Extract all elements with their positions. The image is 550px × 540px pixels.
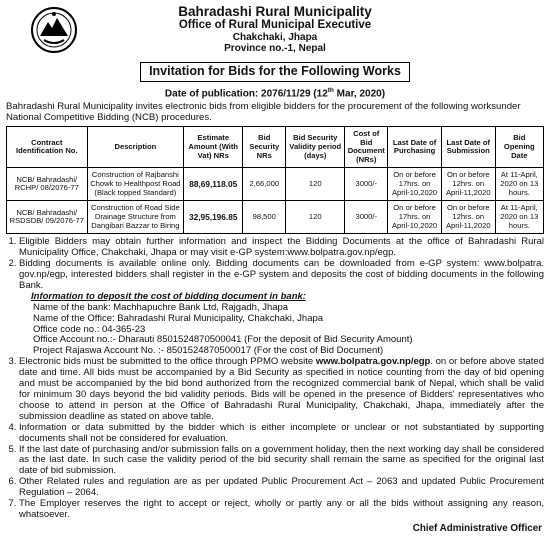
col-header: Contract Identification No. (7, 127, 88, 168)
office-address: Chakchaki, Jhapa (232, 32, 318, 43)
note-1: 1. Eligible Bidders may obtain further information and inspect the Bidding Documents at the office of Bahradashi Rural Municipality Office, Chakchaki, Jhapa or may visit e-GP system:www.bolpatra.gov.np/egp. (19, 237, 544, 259)
contract-id: NCB/ Bahradashi/ RSDSDB/ 09/2076-77 (7, 201, 88, 234)
publication-date (6, 85, 544, 100)
municipality-title: Bahradashi Rural Municipality (178, 4, 372, 19)
document-cost: 3000/- (345, 168, 388, 201)
col-header: Cost of Bid Document (NRs) (345, 127, 388, 168)
nepal-emblem-icon (30, 6, 78, 54)
last-purchase-date: On or before 17hrs. on April-10,2020 (388, 168, 442, 201)
col-header: Bid Security NRs (243, 127, 286, 168)
table-row (7, 201, 544, 234)
office-name: Office of Rural Municipal Executive (178, 19, 372, 31)
bid-security: 2,66,000 (243, 168, 286, 201)
note-7: 7. The Employer reserves the right to accept or reject, wholly or partly any or all the bids without assigning any reason, whatsoever. (19, 499, 544, 521)
note-3-pre: Electronic bids must be submitted to the office through PPMO website (19, 356, 316, 368)
last-submission-date: On or before 12hrs. on April-11,2020 (441, 168, 495, 201)
col-header: Last Date of Purchasing (388, 127, 442, 168)
notice-banner: Invitation for Bids for the Following Works (140, 62, 410, 82)
bank-name: Name of the bank: Machhapuchre Bank Ltd, Rajgadh, Jhapa (33, 301, 289, 313)
table-row (7, 168, 544, 201)
table-header-row (7, 127, 544, 168)
work-description: Construction of Rajbanshi Chowk to Healthpost Road (Black topped Standard) (87, 168, 184, 201)
header (6, 4, 544, 60)
validity-period: 120 (286, 201, 345, 234)
intro-paragraph: Bahradashi Rural Municipality invites electronic bids from eligible bidders for the procurement of the following worksunder National Competitive Bidding (NCB) procedures. (6, 101, 521, 124)
last-purchase-date: On or before 17hrs. on April-10,2020 (388, 201, 442, 234)
bank-rajaswa-account: Project Rajaswa Account No. :- 8501524870500017 (For the cost of Bid Document) (33, 345, 384, 357)
province: Province no.-1, Nepal (224, 43, 326, 54)
bid-opening-date: At 11-April, 2020 on 13 hours. (495, 201, 543, 234)
col-header: Bid Opening Date (495, 127, 543, 168)
note-5: 5. If the last date of purchasing and/or submission falls on a government holiday, then the next working day shall be considered as the last date. In such case the validity period of the bid security shall remain the same as specified for the original last date of bid submission. (19, 445, 544, 478)
col-header: Estimate Amount (With Vat) NRs (184, 127, 243, 168)
bank-office-name: Name of the Office: Bahradashi Rural Municipality, Chakchaki, Jhapa (33, 312, 324, 324)
col-header: Bid Security Validity period (days) (286, 127, 345, 168)
egp-link[interactable]: www.bolpatra.gov.np/egp (315, 356, 431, 368)
bid-security: 98,500 (243, 201, 286, 234)
work-description: Construction of Road Side Drainage Structure from Dangibari Bazzar to Biring (87, 201, 184, 234)
bank-deposit-account: Office Account no.:- Dharauti 8501524870500041 (For the deposit of Bid Security Amount) (33, 334, 413, 346)
note-3-post: . on or before above stated date and time. All bids must be accompanied by a Bid Security as specified in notice counting from the day of bid opening and must be accompanied by the bid bond authorized from the recognized commercial bank of Nepal, which shall be valid for minimum 30 days beyond the bid validity periods. Bids will be opened in the presence of Bidders' representatives who choose to attend in person at the Office of Bahradashi Rural Municipality, Chakchaki, Jhapa, immediately after the submission deadline as stated on above table. (19, 356, 544, 422)
validity-period: 120 (286, 168, 345, 201)
col-header: Last Date of Submission (441, 127, 495, 168)
last-submission-date: On or before 12hrs. on April-11,2020 (441, 201, 495, 234)
note-4: 4. Information or data submitted by the bidder which is either incomplete or unclear or not substantiated by supporting documents shall not be considered for evaluation. (19, 423, 544, 445)
publication-date-sup: th (327, 87, 334, 94)
bank-info-title: Information to deposit the cost of bidding document in bank: (31, 290, 306, 302)
notes-list (6, 237, 544, 521)
note-2 (19, 259, 544, 357)
bank-info (19, 292, 544, 357)
note-2-text: Bidding documents is available online only. Bidding documents can be downloaded from e-GP system: www.bolpatra. gov.np/egp, interested bidders shall register in the e-GP system and deposits the cost of bidding documents in the following Bank. (19, 258, 544, 291)
document-cost: 3000/- (345, 201, 388, 234)
works-table (6, 126, 544, 234)
signature: Chief Administrative Officer (412, 523, 542, 534)
note-6: 6. Other Related rules and regulation are as per updated Public Procurement Act – 2063 and updated Public Procurement Regulation – 2064. (19, 477, 544, 499)
publication-date-text: Date of publication: 2076/11/29 (12 (164, 88, 328, 100)
estimate-amount: 32,95,196.85 (184, 201, 243, 234)
estimate-amount: 88,69,118.05 (184, 168, 243, 201)
note-3 (19, 357, 544, 422)
col-header: Description (87, 127, 184, 168)
bid-opening-date: At 11-April, 2020 on 13 hours. (495, 168, 543, 201)
publication-date-end: Mar, 2020) (333, 88, 386, 100)
bank-office-code: Office code no.: 04-365-23 (33, 323, 146, 335)
contract-id: NCB/ Bahradashi/ RCHP/ 08/2076-77 (7, 168, 88, 201)
